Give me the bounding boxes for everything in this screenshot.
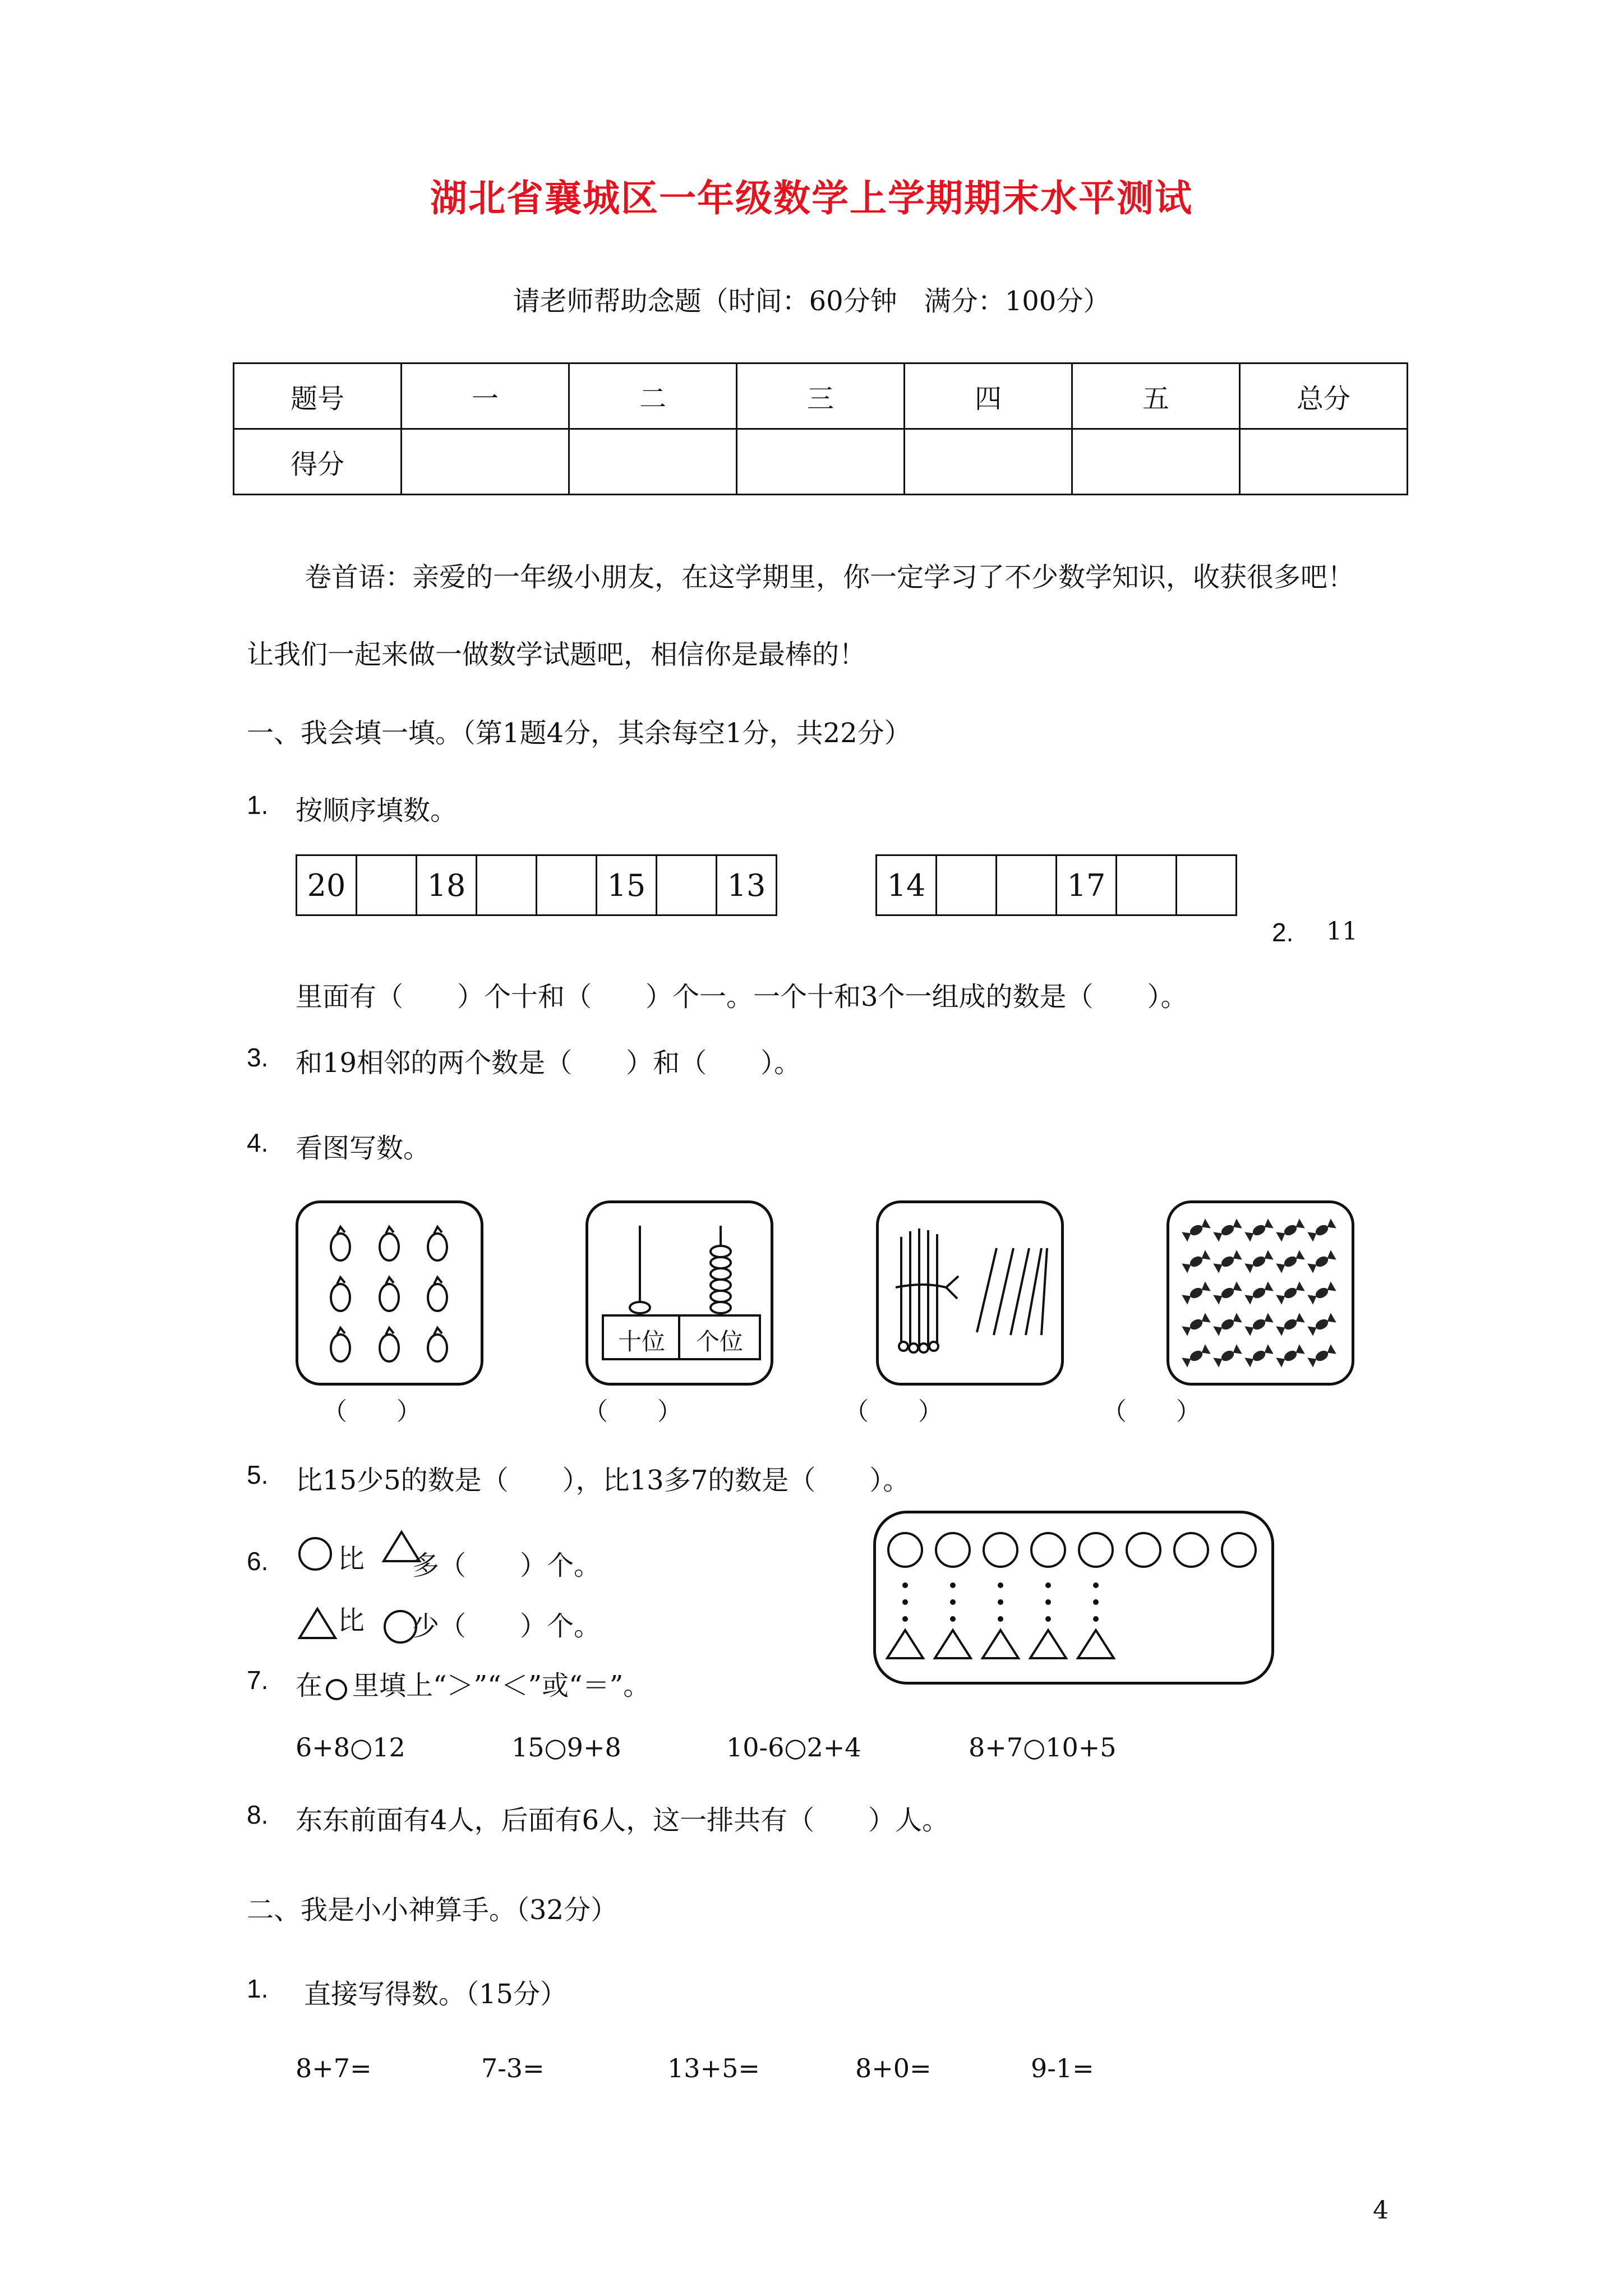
- seq-cell: 13: [717, 855, 777, 915]
- intro-line-2: 让我们一起来做一做数学试题吧，相信你是最棒的！: [247, 639, 866, 670]
- score-row-label: 得分: [234, 429, 402, 495]
- score-header-cell: 二: [569, 364, 737, 429]
- candy-icon: [1182, 1344, 1211, 1367]
- score-header-cell: 总分: [1240, 364, 1408, 429]
- abacus-picture: [585, 1200, 773, 1386]
- s2-q1-text: 直接写得数。（15分）: [304, 1978, 568, 2010]
- q3-text: 和19相邻的两个数是（ ）和（ ）。: [296, 1047, 801, 1079]
- candies-icon: [1169, 1203, 1352, 1383]
- seq-blank-cell[interactable]: [937, 855, 997, 915]
- q6-line2-compare: 比: [338, 1605, 365, 1636]
- candy-icon: [1213, 1218, 1242, 1241]
- candy-icon: [1276, 1218, 1305, 1241]
- candy-icon: [1182, 1250, 1211, 1273]
- q2-text: 里面有（ ）个十和（ ）个一。一个十和3个一组成的数是（ ）。: [296, 981, 1188, 1013]
- candy-icon: [1307, 1344, 1336, 1367]
- score-blank-cell[interactable]: [569, 429, 737, 495]
- q7-item-4: 8+7○10+5: [969, 1732, 1117, 1763]
- q4-blank-2[interactable]: （ ）: [583, 1397, 682, 1426]
- q8-text: 东东前面有4人，后面有6人，这一排共有（ ）人。: [296, 1805, 949, 1836]
- circle-icon: [297, 1536, 333, 1572]
- candy-icon: [1182, 1313, 1211, 1336]
- seq-cell: 15: [597, 855, 657, 915]
- score-blank-cell[interactable]: [737, 429, 905, 495]
- page-subtitle: 请老师帮助念题（时间：60分钟 满分：100分）: [513, 286, 1110, 317]
- section2-heading: 二、我是小小神算手。（32分）: [247, 1894, 618, 1926]
- candy-icon: [1276, 1313, 1305, 1336]
- q6-line1-rest: 多（ ）个。: [412, 1550, 601, 1581]
- seq-cell: 18: [417, 855, 477, 915]
- candy-icon: [1244, 1344, 1274, 1367]
- sticks-icon: [879, 1203, 1061, 1383]
- score-header-cell: 四: [905, 364, 1072, 429]
- q7-item-2: 15○9+8: [511, 1732, 621, 1763]
- score-table-header-row: [234, 364, 1408, 429]
- q6-line2-rest: 少（ ）个。: [412, 1611, 601, 1642]
- q4-text: 看图写数。: [296, 1133, 431, 1164]
- score-blank-cell[interactable]: [402, 429, 569, 495]
- sticks-picture: [876, 1200, 1064, 1386]
- candy-icon: [1307, 1250, 1336, 1273]
- calc-item-3: 13+5=: [667, 2053, 760, 2083]
- eggplant-icons: [298, 1203, 481, 1383]
- q7-text-a: 在: [296, 1670, 323, 1701]
- candies-picture: [1166, 1200, 1354, 1386]
- triangle-icon: [297, 1605, 338, 1641]
- candy-icon: [1244, 1313, 1274, 1336]
- candy-icon: [1276, 1281, 1305, 1304]
- q7-item-1: 6+8○12: [296, 1732, 405, 1763]
- candy-icon: [1213, 1281, 1242, 1304]
- seq-blank-cell[interactable]: [657, 855, 717, 915]
- score-table: [233, 362, 1408, 495]
- candy-icon: [1213, 1344, 1242, 1367]
- seq-cell: 14: [877, 855, 937, 915]
- eggplant-picture: [296, 1200, 483, 1386]
- score-table-score-row: [234, 429, 1408, 495]
- candy-icon: [1213, 1313, 1242, 1336]
- q6-shapes-box: [873, 1511, 1274, 1685]
- q2-number: 2.: [1272, 918, 1294, 947]
- q6-line1-compare: 比: [338, 1543, 365, 1575]
- q8-number: 8.: [247, 1800, 269, 1829]
- score-header-cell: 一: [402, 364, 569, 429]
- abacus-tens-label: 十位: [617, 1328, 665, 1355]
- score-blank-cell[interactable]: [1072, 429, 1240, 495]
- circles-triangles-figure: [876, 1513, 1271, 1682]
- q5-text: 比15少5的数是（ ），比13多7的数是（ ）。: [296, 1465, 910, 1496]
- candy-icon: [1307, 1218, 1336, 1241]
- candy-icon: [1244, 1218, 1274, 1241]
- s2-q1-number: 1.: [247, 1974, 269, 2003]
- candy-icon: [1276, 1250, 1305, 1273]
- candy-icon: [1182, 1281, 1211, 1304]
- q3-number: 3.: [247, 1043, 269, 1072]
- q7-item-3: 10-6○2+4: [726, 1732, 861, 1763]
- seq-blank-cell[interactable]: [357, 855, 417, 915]
- seq-cell: 17: [1057, 855, 1117, 915]
- q4-blank-4[interactable]: （ ）: [1102, 1397, 1201, 1426]
- q5-number: 5.: [247, 1460, 269, 1489]
- sequence-left: [296, 854, 777, 916]
- q2-text-tail: 11: [1326, 917, 1358, 946]
- section1-heading: 一、我会填一填。（第1题4分，其余每空1分，共22分）: [247, 717, 911, 749]
- page-number: 4: [1373, 2196, 1389, 2225]
- calc-item-1: 8+7=: [296, 2053, 372, 2083]
- q1-text: 按顺序填数。: [296, 795, 458, 826]
- q7-number: 7.: [247, 1665, 269, 1695]
- calc-item-2: 7-3=: [481, 2053, 545, 2083]
- score-blank-cell[interactable]: [905, 429, 1072, 495]
- q4-blank-3[interactable]: （ ）: [844, 1397, 943, 1426]
- candy-icon: [1213, 1250, 1242, 1273]
- score-header-cell: 题号: [234, 364, 402, 429]
- q7-text-b: 里填上“＞”“＜”或“＝”。: [352, 1670, 651, 1701]
- q4-blank-1[interactable]: （ ）: [322, 1397, 421, 1426]
- candy-icon: [1244, 1250, 1274, 1273]
- q1-number: 1.: [247, 790, 269, 820]
- score-blank-cell[interactable]: [1240, 429, 1408, 495]
- page-title: 湖北省襄城区一年级数学上学期期末水平测试: [430, 176, 1193, 220]
- candy-icon: [1244, 1281, 1274, 1304]
- score-header-cell: 五: [1072, 364, 1240, 429]
- candy-icon: [1182, 1218, 1211, 1241]
- seq-blank-cell[interactable]: [997, 855, 1057, 915]
- candy-icon: [1307, 1281, 1336, 1304]
- abacus-ones-label: 个位: [695, 1328, 743, 1355]
- seq-cell: 20: [297, 855, 357, 915]
- q6-number: 6.: [247, 1547, 269, 1576]
- calc-item-5: 9-1=: [1031, 2053, 1094, 2083]
- sequence-right: [875, 854, 1237, 916]
- score-header-cell: 三: [737, 364, 905, 429]
- intro-line-1: 卷首语：亲爱的一年级小朋友，在这学期里，你一定学习了不少数学知识，收获很多吧！: [305, 562, 1355, 593]
- candy-icon: [1307, 1313, 1336, 1336]
- small-circle-icon: [324, 1677, 349, 1702]
- calc-item-4: 8+0=: [855, 2053, 932, 2083]
- q4-number: 4.: [247, 1128, 269, 1157]
- seq-blank-cell[interactable]: [1117, 855, 1177, 915]
- seq-blank-cell[interactable]: [1177, 855, 1237, 915]
- seq-blank-cell[interactable]: [477, 855, 537, 915]
- seq-blank-cell[interactable]: [537, 855, 597, 915]
- candy-icon: [1276, 1344, 1305, 1367]
